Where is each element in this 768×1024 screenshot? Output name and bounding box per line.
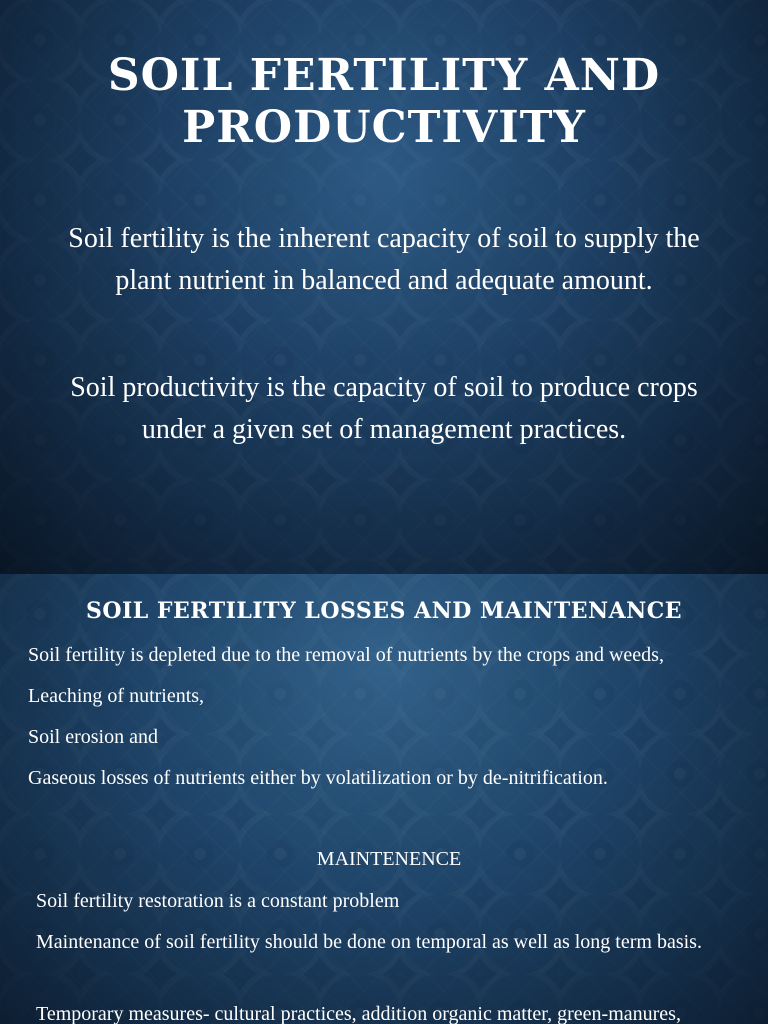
fertility-definition: Soil fertility is the inherent capacity of soil to supply the plant nutrient in balanced and adequate amount.: [68, 223, 700, 296]
loss-item: Soil fertility is depleted due to the removal of nutrients by the crops and weeds,: [28, 644, 664, 666]
slide-2-title: SOIL FERTILITY LOSSES AND MAINTENANCE: [85, 598, 683, 624]
maintenance-item: Soil fertility restoration is a constant problem: [36, 890, 400, 912]
loss-item: Leaching of nutrients,: [28, 685, 205, 707]
slide-1-title: SOIL FERTILITY AND PRODUCTIVITY: [107, 50, 661, 153]
loss-item: Soil erosion and: [28, 726, 158, 748]
maintenance-item: Maintenance of soil fertility should be done on temporal as well as long term basis.: [36, 931, 702, 953]
maintenance-item: Temporary measures- cultural practices, addition organic matter, green-manures,: [36, 1003, 681, 1024]
slide-2: [0, 574, 768, 1024]
loss-item: Gaseous losses of nutrients either by volatilization or by de-nitrification.: [28, 767, 608, 789]
maintenance-subheading: MAINTENENCE: [316, 848, 462, 870]
productivity-definition: Soil productivity is the capacity of soil to produce crops under a given set of management practices.: [70, 372, 698, 445]
